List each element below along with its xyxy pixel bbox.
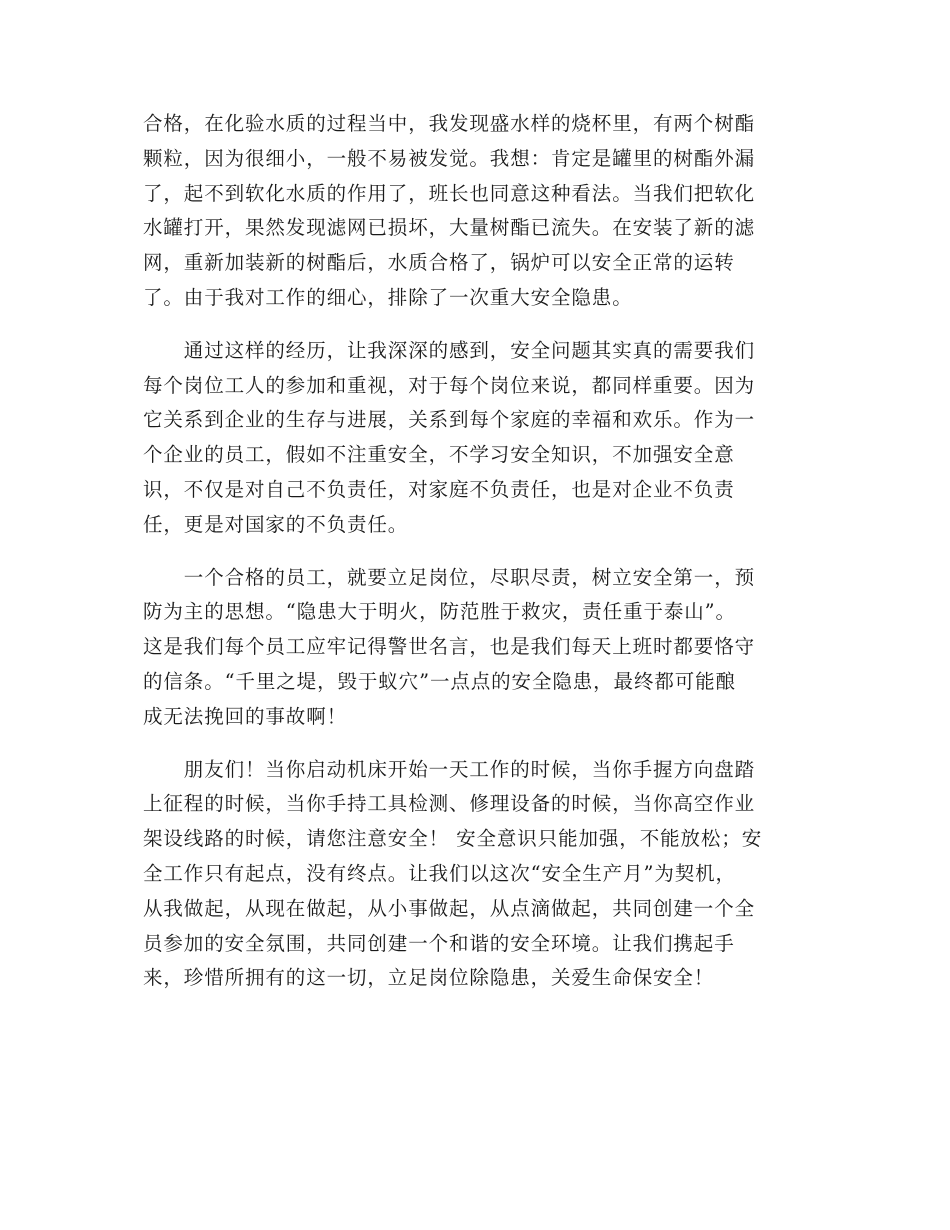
text-line: 的信条。“千里之堤，毁于蚁穴”一点点的安全隐患，最终都可能酿 [143, 669, 736, 693]
text-line: 朋友们！当你启动机床开始一天工作的时候，当你手握方向盘踏 [143, 757, 756, 781]
paragraph-spacer [143, 316, 808, 334]
text-line: 防为主的思想。“隐患大于明火，防范胜于救灾，责任重于泰山”。 [143, 600, 736, 624]
text-line: 这是我们每个员工应牢记得警世名言，也是我们每天上班时都要恪守 [143, 635, 756, 659]
text-line: 颗粒，因为很细小，一般不易被发觉。我想：肯定是罐里的树酯外漏 [143, 146, 756, 170]
text-line: 从我做起，从现在做起，从小事做起，从点滴做起，共同创建一个全 [143, 896, 756, 920]
text-line: 上征程的时候，当你手持工具检测、修理设备的时候，当你高空作业 [143, 792, 756, 816]
text-line: 水罐打开，果然发现滤网已损坏，大量树酯已流失。在安装了新的滤 [143, 216, 756, 240]
text-line: 员参加的安全氛围，共同创建一个和谐的安全环境。让我们携起手 [143, 931, 735, 955]
text-line: 成无法挽回的事故啊！ [143, 704, 348, 728]
paragraph-spacer [143, 735, 808, 753]
paragraph-2 [143, 334, 808, 543]
text-line: 通过这样的经历，让我深深的感到，安全问题其实真的需要我们 [143, 338, 756, 362]
paragraph-spacer [143, 543, 808, 561]
text-line: 全工作只有起点，没有终点。让我们以这次“安全生产月”为契机， [143, 861, 736, 885]
document-body [143, 107, 808, 996]
text-line: 任，更是对国家的不负责任。 [143, 512, 409, 536]
text-line: 一个合格的员工，就要立足岗位，尽职尽责，树立安全第一，预 [143, 565, 756, 589]
text-line: 它关系到企业的生存与进展，关系到每个家庭的幸福和欢乐。作为一 [143, 408, 756, 432]
paragraph-1 [143, 107, 808, 316]
text-line: 个企业的员工，假如不注重安全，不学习安全知识，不加强安全意 [143, 443, 735, 467]
text-line: 来，珍惜所拥有的这一切，立足岗位除隐患，关爱生命保安全！ [143, 966, 715, 990]
paragraph-3 [143, 561, 808, 735]
text-line: 识，不仅是对自己不负责任，对家庭不负责任，也是对企业不负责 [143, 477, 735, 501]
text-line: 合格，在化验水质的过程当中，我发现盛水样的烧杯里，有两个树酯 [143, 112, 756, 135]
text-line: 网，重新加装新的树酯后，水质合格了，锅炉可以安全正常的运转 [143, 251, 735, 275]
text-line: 架设线路的时候，请您注意安全！ 安全意识只能加强，不能放松；安 [143, 827, 763, 851]
text-line: 每个岗位工人的参加和重视，对于每个岗位来说，都同样重要。因为 [143, 373, 756, 397]
text-line: 了，起不到软化水质的作用了，班长也同意这种看法。当我们把软化 [143, 181, 756, 205]
paragraph-4 [143, 753, 808, 997]
text-line: 了。由于我对工作的细心，排除了一次重大安全隐患。 [143, 285, 633, 309]
